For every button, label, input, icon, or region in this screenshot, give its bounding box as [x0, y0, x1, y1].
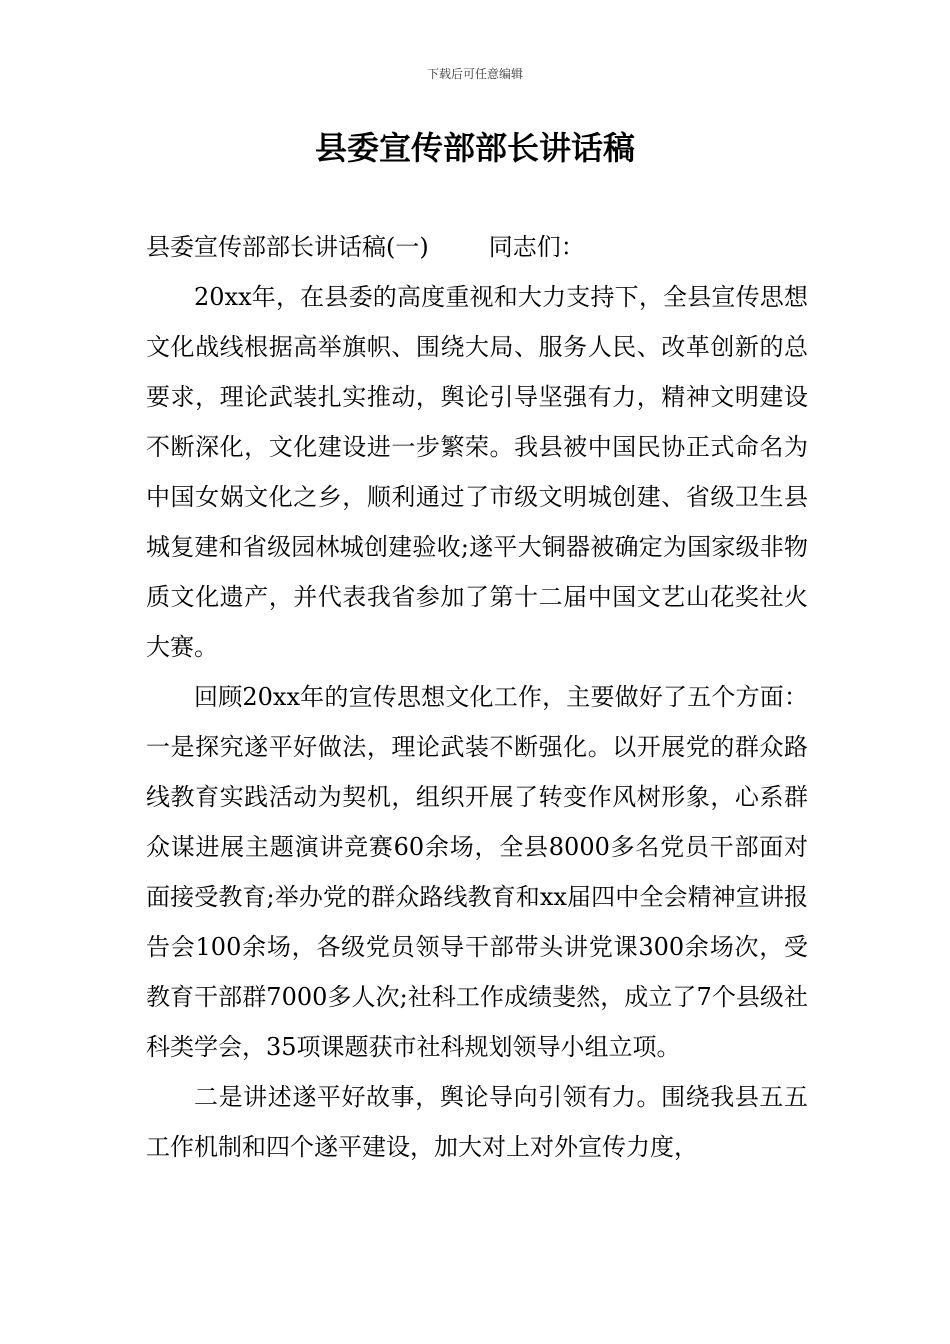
paragraph-1: 20xx年，在县委的高度重视和大力支持下，全县宣传思想文化战线根据高举旗帜、围绕大局、服务人民、改革创新的总要求，理论武装扎实推动，舆论引导坚强有力，精神文明建设不断深化，文化建设进一步繁荣。我县被中国民协正式命名为中国女娲文化之乡，顺利通过了市级文明城创建、省级卫生县城复建和省级园林城创建验收;遂平大铜器被确定为国家级非物质文化遗产，并代表我省参加了第十二届中国文艺山花奖社火大赛。: [146, 283, 808, 661]
header-note: 下载后可任意编辑: [426, 67, 523, 81]
document-body: [146, 222, 808, 1172]
opening-line: [146, 222, 808, 272]
paragraph-2: 回顾20xx年的宣传思想文化工作，主要做好了五个方面： 一是探究遂平好做法，理论武装不断强化。以开展党的群众路线教育实践活动为契机，组织开展了转变作风树形象，心系群众谋进展主题演讲竞赛60余场，全县8000多名党员干部面对面接受教育;举办党的群众路线教育和xx届四中全会精神宣讲报告会100余场，各级党员领导干部带头讲党课300余场次，受教育干部群7000多人次;社科工作成绩斐然，成立了7个县级社科类学会，35项课题获市社科规划领导小组立项。: [146, 683, 808, 1061]
document-title: 县委宣传部部长讲话稿: [314, 129, 635, 167]
paragraph-3: 二是讲述遂平好故事，舆论导向引领有力。围绕我县五五工作机制和四个遂平建设，加大对上对外宣传力度，: [146, 1083, 808, 1161]
document-subtitle: 县委宣传部部长讲话稿(一): [146, 233, 429, 261]
salutation: 同志们：: [488, 233, 585, 261]
